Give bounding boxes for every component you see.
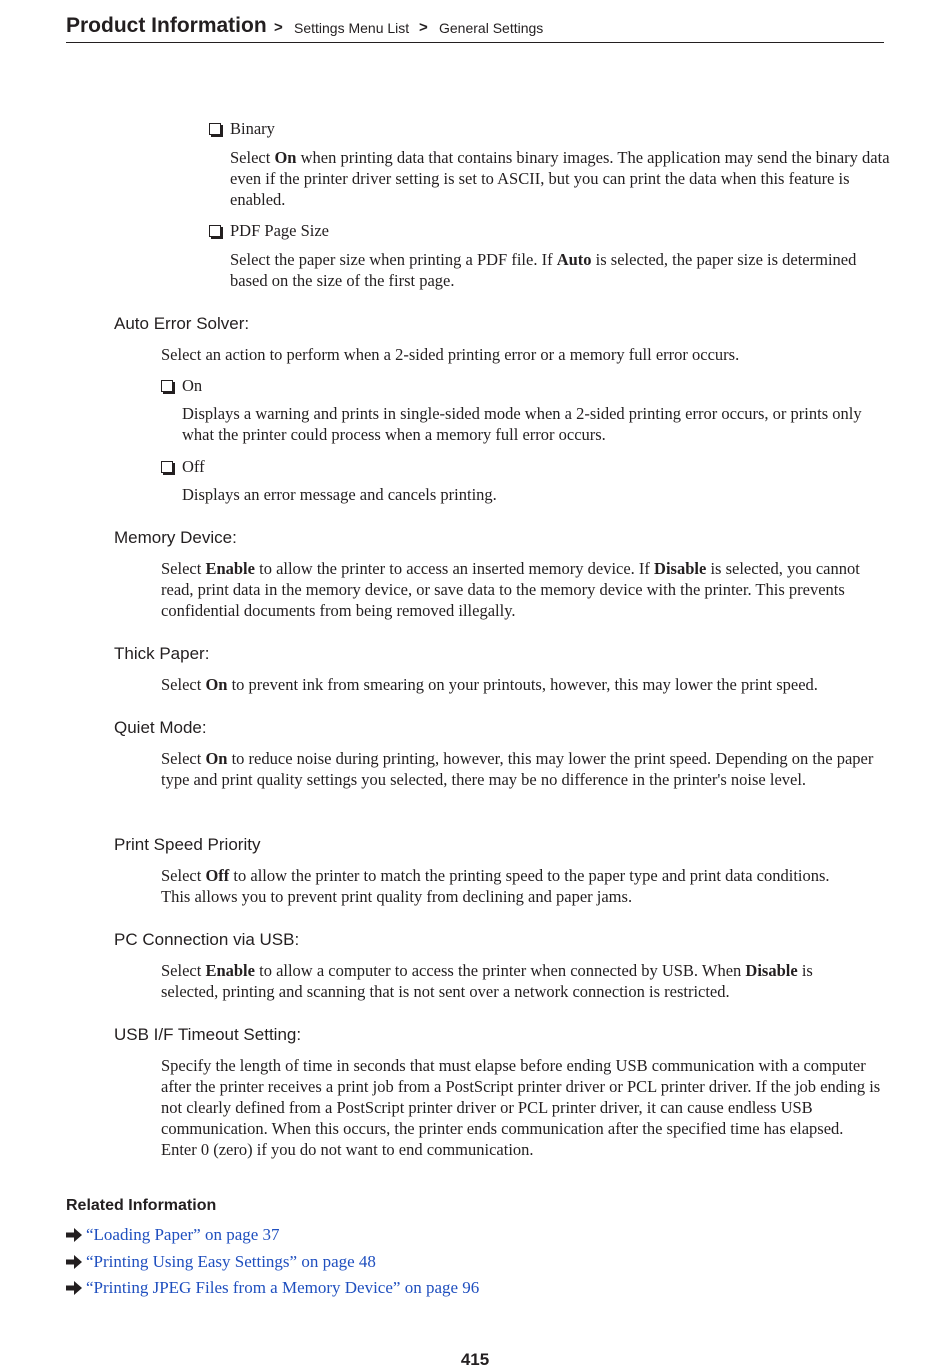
thick-paper-heading: Thick Paper:	[114, 644, 210, 663]
related-link-easy-settings[interactable]	[66, 1251, 479, 1273]
related-link-loading-paper[interactable]	[66, 1224, 479, 1246]
memory-text: to allow the printer to access an inserted memory device. If	[254, 559, 655, 578]
quiet-text: to reduce noise during printing, however, this may lower the print speed. Depending on the paper type and print quality settings you selected, there may be no difference in the printer's noise level.	[161, 749, 874, 789]
pc-text: Select	[161, 961, 206, 980]
auto-error-off-label-row	[161, 456, 205, 478]
product-information-title: Product Information	[66, 14, 267, 37]
auto-error-solver-intro: Select an action to perform when a 2-sided printing error or a memory full error occurs.	[161, 345, 740, 364]
memory-text: Select	[161, 559, 206, 578]
pc-bold-enable: Enable	[205, 961, 255, 980]
thick-bold-on: On	[205, 675, 228, 694]
related-link-jpeg-memory-device[interactable]	[66, 1277, 479, 1299]
usb-timeout-description: Specify the length of time in seconds that must elapse before ending USB communication with a computer after the printer receives a print job from a PostScript printer driver or PCL printer driver. If the job ending is not clearly defined from a PostScript printer driver or PCL printer driver, it can cause endless USB communication. When this occurs, the printer ends communication after the specified time has elapsed. Enter 0 (zero) if you do not want to end communication.	[161, 1056, 881, 1159]
pc-text: is selected, printing and scanning that is not sent over a network connection is restricted.	[161, 961, 813, 1001]
pdf-page-size-label-row	[209, 220, 889, 242]
pc-bold-disable: Disable	[745, 961, 798, 980]
auto-error-off-description: Displays an error message and cancels printing.	[182, 485, 497, 504]
pc-connection-usb-heading: PC Connection via USB:	[114, 930, 300, 949]
memory-device-heading: Memory Device:	[114, 528, 237, 547]
binary-text: Select	[230, 148, 275, 167]
auto-error-on-label: On	[182, 376, 203, 395]
auto-error-off-option	[161, 456, 205, 478]
print-speed-priority-description	[161, 865, 851, 907]
memory-text: is selected, you cannot read, print data in the memory device, or save data to the memory device with the printer. This prevents confidential documents from being removed illegally.	[161, 559, 860, 620]
related-link-text[interactable]: “Printing JPEG Files from a Memory Device” on page 96	[86, 1278, 480, 1297]
binary-option	[209, 118, 889, 140]
memory-device-description	[161, 558, 861, 621]
pc-connection-usb-description	[161, 960, 861, 1002]
speed-text: to allow the printer to match the printing speed to the paper type and print data conditions. This allows you to prevent print quality from declining and paper jams.	[161, 866, 830, 906]
pdf-page-size-description	[230, 249, 870, 291]
auto-error-on-option	[161, 375, 202, 397]
checkbox-bullet-icon	[209, 123, 221, 135]
thick-text: Select	[161, 675, 206, 694]
pdf-text: Select the paper size when printing a PDF file. If	[230, 250, 557, 269]
auto-error-solver-heading: Auto Error Solver:	[114, 314, 250, 333]
binary-bold-on: On	[274, 148, 297, 167]
memory-bold-disable: Disable	[654, 559, 707, 578]
speed-bold-off: Off	[205, 866, 230, 885]
related-information-title: Related Information	[66, 1197, 217, 1214]
quiet-mode-description	[161, 748, 888, 790]
checkbox-bullet-icon	[209, 225, 221, 237]
pdf-bold-auto: Auto	[556, 250, 592, 269]
thick-paper-description	[161, 674, 888, 695]
print-speed-priority-heading: Print Speed Priority	[114, 835, 261, 854]
pc-text: to allow a computer to access the printer when connected by USB. When	[254, 961, 746, 980]
checkbox-bullet-icon	[161, 461, 173, 473]
quiet-bold-on: On	[205, 749, 228, 768]
speed-text: Select	[161, 866, 206, 885]
auto-error-off-label: Off	[182, 457, 205, 476]
checkbox-bullet-icon	[161, 380, 173, 392]
thick-text: to prevent ink from smearing on your printouts, however, this may lower the print speed.	[227, 675, 818, 694]
pdf-page-size-label: PDF Page Size	[230, 221, 329, 240]
binary-text: when printing data that contains binary images. The application may send the binary data even if the printer driver setting is set to ASCII, but you can print the data when this feature is enabled.	[230, 148, 890, 209]
breadcrumb-general-settings: General Settings	[439, 20, 544, 36]
binary-label: Binary	[230, 119, 275, 138]
usb-timeout-heading: USB I/F Timeout Setting:	[114, 1025, 302, 1044]
pdf-text: is selected, the paper size is determined based on the size of the first page.	[230, 250, 857, 290]
related-links-list	[66, 1224, 479, 1299]
page-number: 415	[460, 1350, 490, 1369]
related-link-text[interactable]: “Printing Using Easy Settings” on page 48	[86, 1251, 376, 1271]
quiet-mode-heading: Quiet Mode:	[114, 718, 207, 737]
related-link-text[interactable]: “Loading Paper” on page 37	[86, 1225, 280, 1244]
breadcrumb-separator: >	[274, 19, 283, 36]
binary-description	[230, 147, 890, 210]
auto-error-on-description: Displays a warning and prints in single-sided mode when a 2-sided printing error occurs, or prints only what the printer could process when a memory full error occurs.	[182, 404, 862, 444]
breadcrumb-separator: >	[419, 19, 428, 36]
quiet-text: Select	[161, 749, 206, 768]
breadcrumb-settings-menu-list: Settings Menu List	[294, 20, 410, 36]
arrow-right-icon	[66, 1255, 82, 1269]
arrow-right-icon	[66, 1228, 82, 1242]
auto-error-on-label-row	[161, 375, 202, 397]
memory-bold-enable: Enable	[205, 559, 255, 578]
arrow-right-icon	[66, 1281, 82, 1295]
page-header	[66, 12, 884, 43]
binary-label-row	[209, 118, 889, 140]
pdf-page-size-option	[209, 220, 889, 242]
